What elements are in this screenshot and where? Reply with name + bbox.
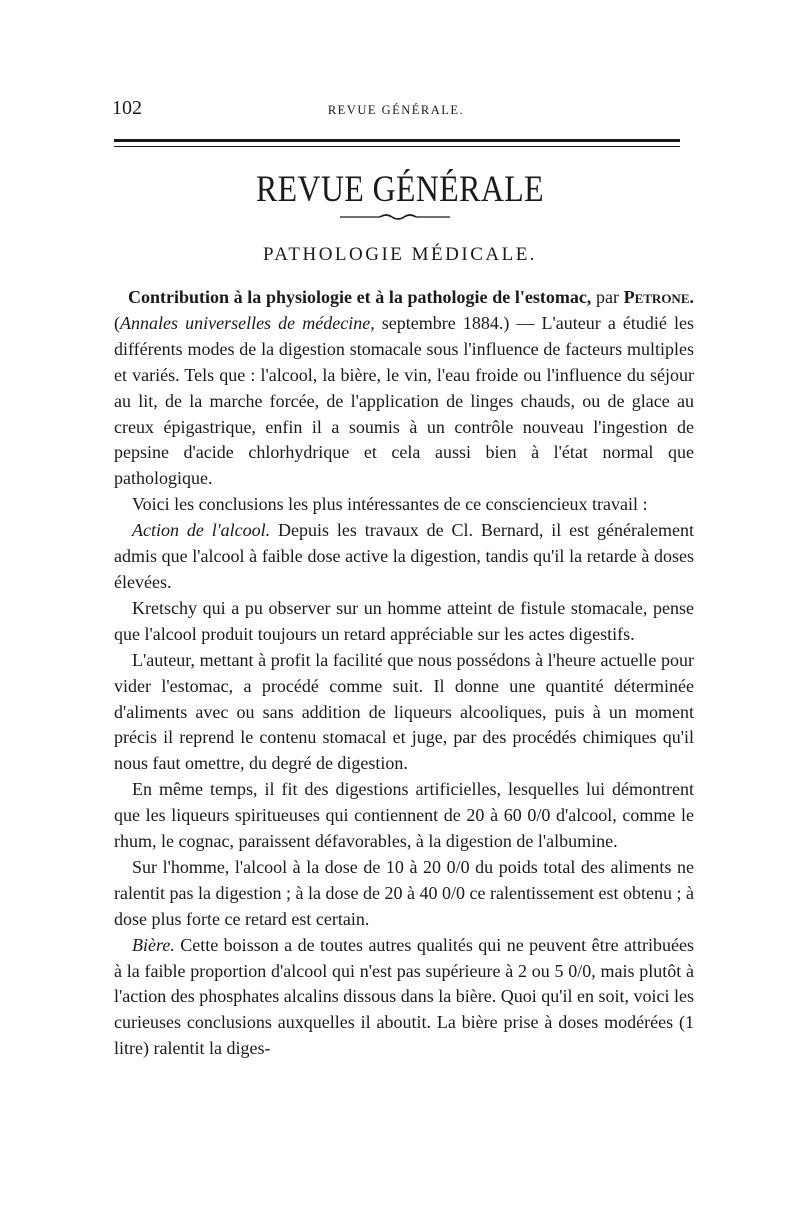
header-double-rule xyxy=(114,139,680,147)
running-head xyxy=(112,97,680,121)
ornament-flourish-icon xyxy=(340,213,450,221)
article-intro-text: septembre 1884.) — L'auteur a étudié les différents modes de la digestion stomacale sous l'influence de facteurs multiples et variés. Tels que : l'alcool, la bière, le vin, l'eau froide ou l'influence du séjour au lit, de la marche forcée, de l'application de linges chauds, ou de glace au creux épigastrique, enfin il a soumis à un contrôle nouveau l'ingestion de pepsine d'acide chlorhydrique et cela aussi bien à l'état normal que pathologique. xyxy=(114,312,694,489)
page-number: 102 xyxy=(112,97,142,119)
article-author: Petrone. xyxy=(623,287,694,307)
paragraph-alcool xyxy=(114,518,694,596)
article-title: Contribution à la physiologie et à la pathologie de l'estomac, xyxy=(128,287,592,307)
paragraph-intro xyxy=(114,285,694,492)
paragraph-methode: L'auteur, mettant à profit la facilité que nous possédons à l'heure actuelle pour vider l'estomac, a procédé comme suit. Il donne une quantité déterminée d'aliments avec ou sans addition de liqueurs alcooliques, puis à un moment précis il reprend le contenu stomacal et juge, par des procédés chimiques qu'il nous faut omettre, du degré de digestion. xyxy=(114,649,694,774)
paragraph-kretschy: Kretschy qui a pu observer sur un homme atteint de fistule stomacale, pense que l'alcool produit toujours un retard appréciable sur les actes digestifs. xyxy=(114,597,694,644)
article-journal: Annales universelles de médecine, xyxy=(120,312,375,333)
article-paren-open: ( xyxy=(114,312,120,333)
paragraph-digestions-artificielles: En même temps, il fit des digestions artificielles, lesquelles lui démontrent que les liqueurs spiritueuses qui contiennent de 20 à 60 0/0 d'alcool, comme le rhum, le cognac, paraissent défavorables, à la digestion de l'albumine. xyxy=(114,779,694,852)
paragraph-dose-homme: Sur l'homme, l'alcool à la dose de 10 à 20 0/0 du poids total des aliments ne ralentit pas la digestion ; à la dose de 20 à 40 0/0 ce ralentissement est obtenu ; à dose plus forte ce retard est certain. xyxy=(114,856,694,929)
article-par: par xyxy=(591,287,624,307)
paragraph-conclusions: Voici les conclusions les plus intéressantes de ce consciencieux travail : xyxy=(132,494,648,515)
alcool-text: Depuis les travaux de Cl. Bernard, il est généralement admis que l'alcool à faible dose active la digestion, tandis qu'il la retarde à doses élevées. xyxy=(114,520,694,592)
section-title: REVUE GÉNÉRALE xyxy=(256,169,544,210)
running-title: REVUE GÉNÉRALE. xyxy=(327,103,465,117)
article-body xyxy=(114,285,694,1062)
subsection-title: PATHOLOGIE MÉDICALE. xyxy=(262,244,538,265)
ornament-divider xyxy=(340,213,450,221)
subheading-biere: Bière. xyxy=(132,934,175,955)
biere-text: Cette boisson a de toutes autres qualités qui ne peuvent être attribuées à la faible proportion d'alcool qui n'est pas supérieure à 2 ou 5 0/0, mais plutôt à l'action des phosphates alcalins dissous dans la bière. Quoi qu'il en soit, voici les curieuses conclusions auxquelles il aboutit. La bière prise à doses modérées (1 litre) ralentit la diges- xyxy=(114,934,694,1059)
subheading-alcool: Action de l'alcool. xyxy=(132,520,271,541)
paragraph-biere xyxy=(114,933,694,1063)
